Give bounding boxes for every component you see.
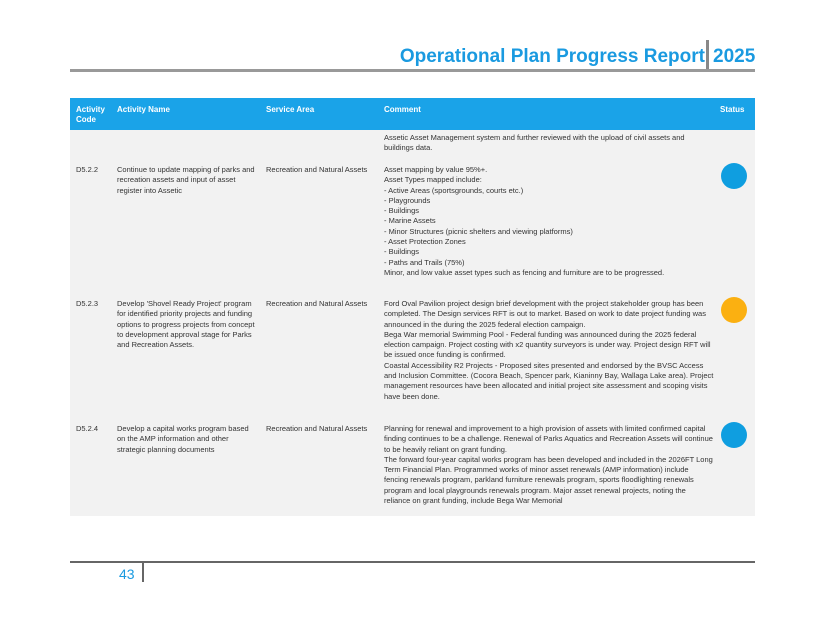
comment: Asset mapping by value 95%+. Asset Types mapped include: - Active Areas (sportsgrounds, courts etc.) - Playgrounds - Buildings - Marine Assets - Minor Structures (picnic shelters and viewing platforms) - Asset Protection Zones - Buildings - Paths and Trails (75%) Minor, and low value asset types such as fencing and furniture are to be progressed. [384, 165, 665, 277]
col-activity-name: Activity Name [117, 105, 170, 114]
report-title: Operational Plan Progress Report [399, 46, 705, 67]
col-activity-code: Activity Code [76, 105, 105, 124]
header-rule [70, 69, 755, 72]
status-indicator [721, 163, 747, 189]
activity-name: Develop 'Shovel Ready Project' program for identified priority projects and funding options to progress projects from concept to development approval stage for Parks and Recreation Assets. [117, 299, 255, 350]
col-comment: Comment [384, 105, 421, 114]
footer-rule [70, 561, 755, 563]
progress-table [70, 98, 755, 516]
activity-name: Develop a capital works program based on the AMP information and other strategic planning documents [117, 424, 249, 454]
service-area: Recreation and Natural Assets [266, 165, 368, 174]
service-area: Recreation and Natural Assets [266, 299, 368, 308]
activity-name: Continue to update mapping of parks and recreation assets and input of asset register into Assetic [117, 165, 255, 195]
status-indicator [721, 422, 747, 448]
activity-code: D5.2.3 [76, 299, 99, 308]
comment: Planning for renewal and improvement to a high provision of assets with limited confirmed capital finding continues to be a challenge. Renewal of Parks Aquatics and Recreation Assets will continue to be heavily reliant on grant funding. The forward four-year capital works program has been developed and included in the 2026FT Long Term Financial Plan. Programmed works of minor asset renewals (AMP information) include fencing renewals program, parkland furniture renewals program, sports floodlighting renewals program and local playgrounds renewals program. Major asset renewal projects, noting the reliance on grant funding, include Bega War Memorial [384, 424, 713, 506]
activity-code: D5.2.4 [76, 424, 99, 433]
continued-comment: Assetic Asset Management system and further reviewed with the upload of civil assets and buildings data. [384, 133, 685, 153]
service-area: Recreation and Natural Assets [266, 424, 368, 433]
status-indicator [721, 297, 747, 323]
activity-code: D5.2.2 [76, 165, 99, 174]
col-status: Status [720, 105, 745, 114]
table-header [70, 98, 755, 130]
report-year: 2025 [713, 46, 756, 67]
header-divider [706, 40, 709, 70]
comment: Ford Oval Pavilion project design brief development with the project stakeholder group has been completed. The Design services RFT is out to market. Based on work to date project funding was announced in the during the 2025 federal election campaign. Bega War memorial Swimming Pool - Federal funding was announced during the 2025 federal election campaign. Project costing with x2 quantity surveyors is under way. Project design RFT will be issued once funding is confirmed. Coastal Accessibility R2 Projects - Proposed sites presented and endorsed by the BVSC Access and Inclusion Committee. (Cocora Beach, Spencer park, Kianinny Bay, Wallaga Lake area). Project management resources have been allocated and initial project site assessment and scoping visits have been done. [384, 299, 714, 401]
page-number: 43 [119, 566, 135, 582]
page-number-divider [142, 563, 144, 582]
col-service-area: Service Area [266, 105, 315, 114]
